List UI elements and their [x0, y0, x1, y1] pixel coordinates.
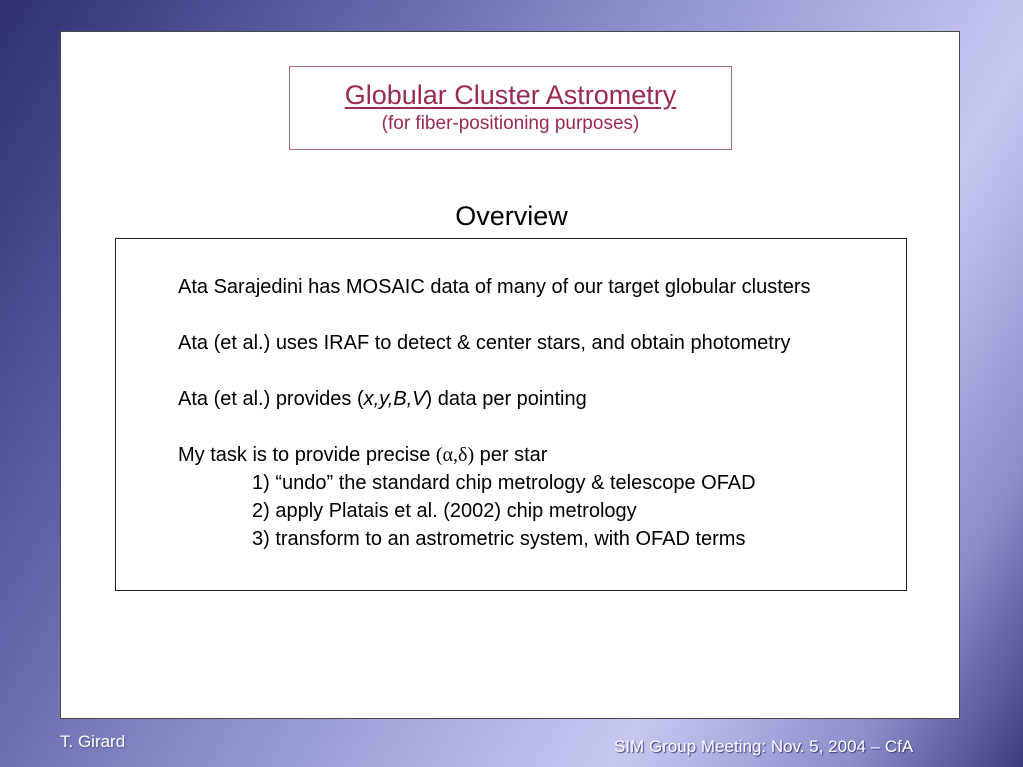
p4-coordinates: (α,δ): [435, 444, 475, 466]
step-2: 2) apply Platais et al. (2002) chip metrology: [252, 500, 637, 522]
content-text: [178, 273, 878, 553]
footer-meeting: SIM Group Meeting: Nov. 5, 2004 – CfA: [614, 737, 914, 756]
paragraph-mosaic-data: Ata Sarajedini has MOSAIC data of many of our target globular clusters: [178, 276, 811, 298]
title-box: [289, 66, 732, 150]
p4-prefix: My task is to provide precise: [178, 444, 436, 466]
paragraph-data-per-pointing: [178, 385, 878, 413]
p3-variables: x,y,B,V: [363, 388, 426, 410]
paragraph-task: [178, 441, 878, 469]
slide-subtitle: (for fiber-positioning purposes): [381, 113, 640, 134]
p4-suffix: per star: [474, 444, 548, 466]
step-3: 3) transform to an astrometric system, with OFAD terms: [252, 528, 746, 550]
p3-suffix: ) data per pointing: [425, 388, 587, 410]
paragraph-iraf: Ata (et al.) uses IRAF to detect & center stars, and obtain photometry: [178, 332, 791, 354]
section-heading: Overview: [455, 201, 568, 231]
footer-author: T. Girard: [60, 732, 126, 751]
slide-title: Globular Cluster Astrometry: [344, 80, 677, 110]
p3-prefix: Ata (et al.) provides (: [178, 388, 364, 410]
step-1: 1) “undo” the standard chip metrology & telescope OFAD: [252, 472, 756, 494]
